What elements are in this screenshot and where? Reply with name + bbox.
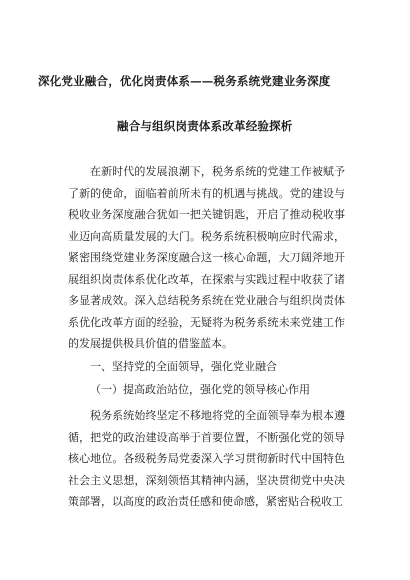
document-title-line1: 深化党业融合，优化岗责体系——税务系统党建业务深度 [38,74,331,88]
intro-paragraph: 在新时代的发展浪潮下，税务系统的党建工作被赋予了新的使命，面临着前所未有的机遇与挑战。党的建设与税收业务深度融合犹如一把关键钥匙，开启了推动税收事业迈向高质量发展的大门。税务系统积极响应时代需求，紧密围绕党建业务深度融合这一核心命题，大刀阔斧地开展组织岗责体系优化改革，在探索与实践过程中收获了诸多显著成效。深入总结税务系统在党业融合与组织岗责体系优化改革方面的经验，无疑将为税务系统未来党建工作的发展提供极具价值的借鉴蓝本。 [68,165,345,350]
body-paragraph: 税务系统始终坚定不移地将党的全面领导奉为根本遵循，把党的政治建设高举于首要位置，不断强化党的领导核心地位。各级税务局党委深入学习贯彻新时代中国特色社会主义思想，深刻领悟其精神内涵，坚决贯彻党中央决策部署，以高度的政治责任感和使命感，紧密贴合税收工 [68,409,345,508]
subsection-heading: （一）提高政治站位，强化党的领导核心作用 [90,383,310,396]
section-heading: 一、坚持党的全面领导，强化党业融合 [90,360,277,373]
document-title-line2: 融合与组织岗责体系改革经验探析 [117,119,293,133]
